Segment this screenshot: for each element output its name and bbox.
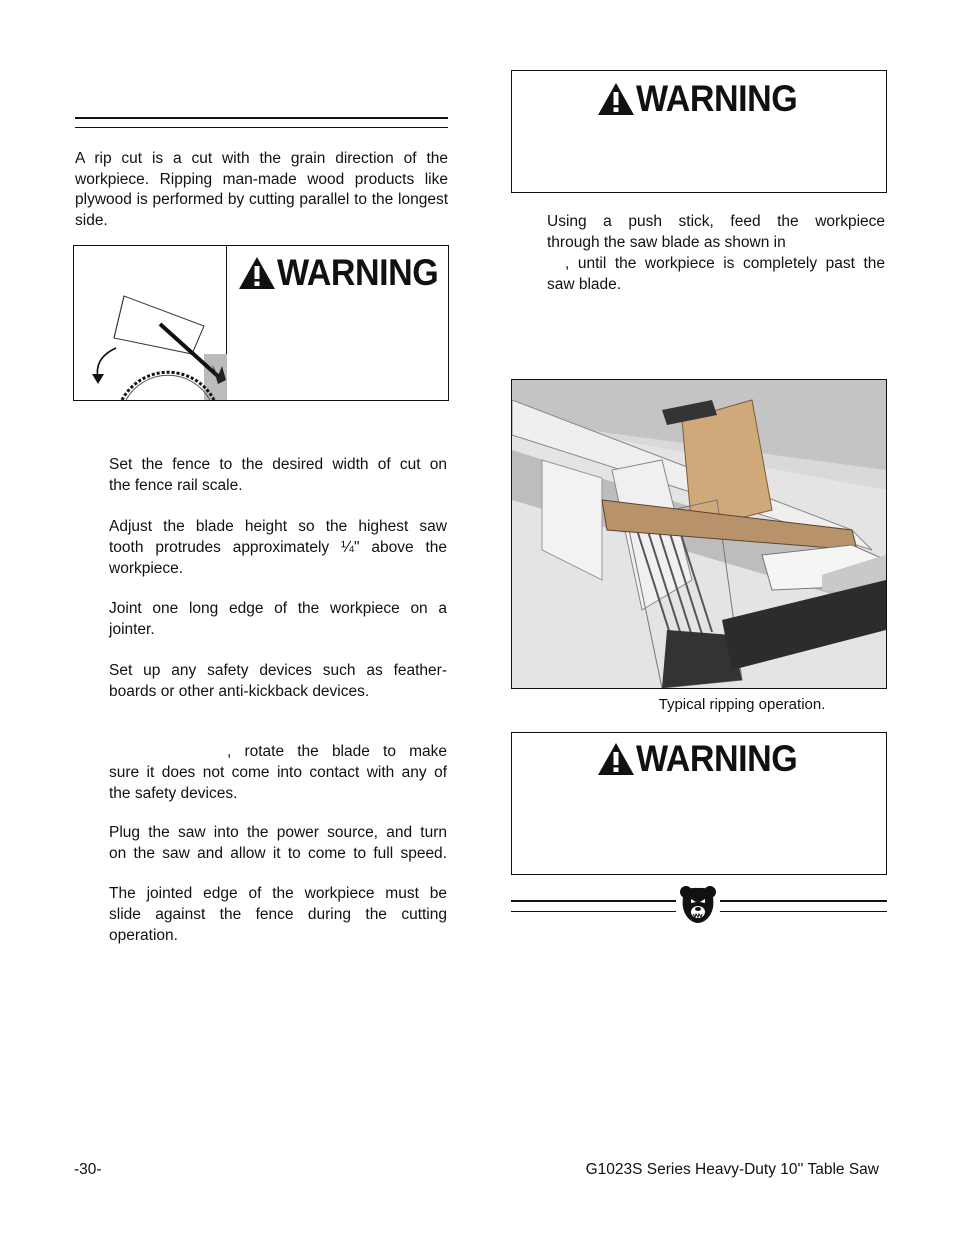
bottom-warning-box bbox=[511, 732, 887, 875]
warning-triangle-icon bbox=[237, 255, 277, 291]
page-number: -30- bbox=[74, 1161, 102, 1178]
step-set-fence: Set the fence to the desired width of cut on the fence rail scale. bbox=[109, 456, 447, 494]
step-plug-in: Plug the saw into the power source, and turn on the saw and allow it to come to full speed. bbox=[109, 824, 447, 862]
warning-triangle-icon bbox=[596, 81, 636, 117]
step-push-stick: Using a push stick, feed the workpiece through the saw blade as shown in , until the workpiece is completely past the saw blade. bbox=[547, 213, 885, 293]
section-title-rule-thick bbox=[75, 117, 448, 119]
warning-header bbox=[237, 254, 452, 291]
step-safety-devices: Set up any safety devices such as feather- boards or other anti-kickback devices. bbox=[109, 662, 447, 700]
kickback-diagram-panel bbox=[74, 246, 227, 400]
step-jointed-edge: The jointed edge of the workpiece must be slide against the fence during the cutting operation. bbox=[109, 885, 447, 944]
top-warning-box bbox=[511, 70, 887, 193]
step-rotate-blade: , rotate the blade to make sure it does not come into contact with any of the safety devices. bbox=[109, 743, 447, 802]
manual-title: G1023S Series Heavy-Duty 10'' Table Saw bbox=[585, 1161, 879, 1178]
figure-caption: Typical ripping operation. bbox=[658, 696, 826, 713]
section-end-rule-left-thick bbox=[511, 900, 676, 902]
step-joint-edge: Joint one long edge of the workpiece on a jointer. bbox=[109, 600, 447, 638]
section-end-rule-right-thick bbox=[720, 900, 887, 902]
intro-paragraph: A rip cut is a cut with the grain direction of the workpiece. Ripping man-made wood products like plywood is performed by cutting parallel to the longest side. bbox=[75, 150, 448, 229]
warning-word: WARNING bbox=[277, 252, 439, 293]
section-title-rule-thin bbox=[75, 127, 448, 128]
grizzly-bear-logo-icon bbox=[679, 885, 717, 927]
warning-triangle-icon bbox=[596, 741, 636, 777]
section-end-rule-left-thin bbox=[511, 911, 676, 912]
section-end-rule-right-thin bbox=[720, 911, 887, 912]
step-blade-height: Adjust the blade height so the highest saw tooth protrudes approximately ¼" above the workpiece. bbox=[109, 518, 447, 577]
warning-header bbox=[596, 740, 811, 777]
warning-header bbox=[596, 80, 811, 117]
kickback-warning-box bbox=[73, 245, 449, 401]
ripping-photo-illustration bbox=[512, 380, 886, 688]
kickback-diagram bbox=[74, 246, 227, 400]
warning-word: WARNING bbox=[636, 738, 798, 779]
ripping-photo bbox=[511, 379, 887, 689]
warning-word: WARNING bbox=[636, 78, 798, 119]
